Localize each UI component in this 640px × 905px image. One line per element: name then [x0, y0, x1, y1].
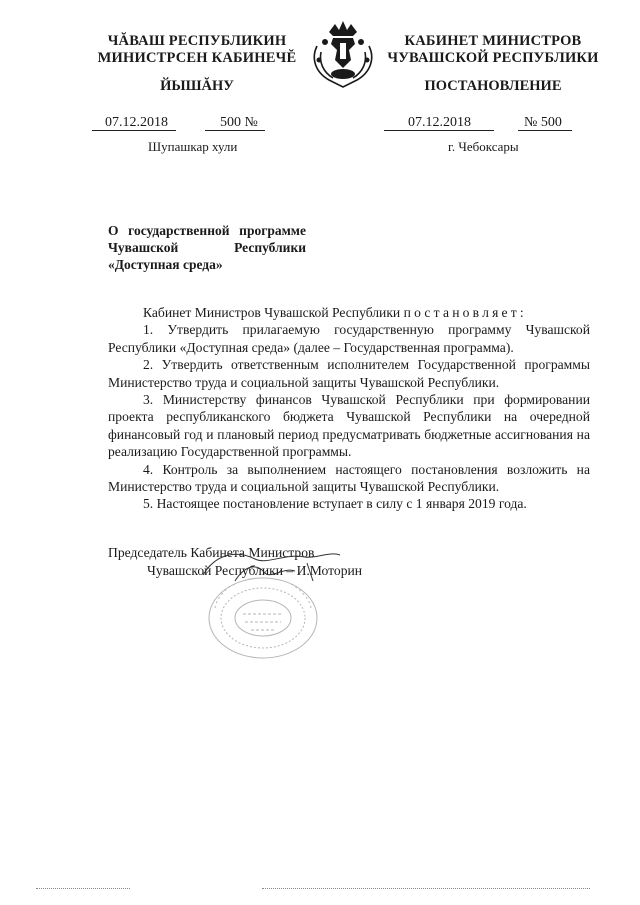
footer-rule-right — [262, 888, 590, 889]
signature-line2: Чувашской Республики – И.Моторин — [147, 563, 363, 578]
chuvash-coat-of-arms-icon — [303, 16, 383, 90]
header-left-line2: МИНИСТРСЕН КАБИНЕЧĔ — [97, 50, 297, 66]
paragraph-4: 4. Контроль за выполнением настоящего постановления возложить на Министерство труда и социальной защиты Чувашской Республики. — [108, 461, 590, 495]
header-right-line2: ЧУВАШСКОЙ РЕСПУБЛИКИ — [387, 50, 599, 66]
signature-org: Чувашской Республики — [147, 563, 283, 578]
header-left-place: Шупашкар хули — [148, 139, 238, 154]
signature-name: И.Моторин — [296, 563, 363, 578]
header-right-number: № 500 — [524, 115, 562, 130]
paragraph-5: 5. Настоящее постановление вступает в силу с 1 января 2019 года. — [143, 496, 527, 512]
paragraph-2: 2. Утвердить ответственным исполнителем Государственной программы Министерство труда и социальной защиты Чувашской Республики. — [108, 357, 590, 390]
document-title: О государственной программе Чувашской Республики «Доступная среда» — [108, 223, 306, 272]
paragraph-1: 1. Утвердить прилагаемую государственную программу Чувашской Республики «Доступная среда» (далее – Государственная программа). — [108, 322, 590, 355]
intro-prefix: Кабинет Министров Чувашской Республики — [143, 305, 401, 320]
header-right-place: г. Чебоксары — [448, 139, 519, 154]
header-right-date: 07.12.2018 — [408, 115, 471, 130]
signature-line1: Председатель Кабинета Министров — [108, 545, 315, 560]
intro-verb: постановляет: — [403, 305, 527, 320]
paragraph-3: 3. Министерству финансов Чувашской Республики при формировании проекта республиканского бюджета Чувашской Республики на очередной финансовый год и плановый период предусматривать бюджетные ассигнования на реализацию Государственной программы. — [108, 392, 590, 460]
intro-paragraph — [108, 304, 590, 321]
header-left-line1: ЧĂВАШ РЕСПУБЛИКИН — [107, 33, 287, 49]
header-left-doc-type: ЙЫШĂНУ — [160, 78, 234, 94]
official-seal-stamp — [203, 568, 323, 660]
header-left-date: 07.12.2018 — [105, 115, 168, 130]
header-right-line1: КАБИНЕТ МИНИСТРОВ — [404, 33, 582, 49]
header-left-org — [92, 33, 302, 67]
header-left-number: 500 № — [220, 115, 258, 130]
footer-rule-left — [36, 888, 130, 889]
document-body — [108, 304, 590, 513]
header-right-org — [384, 33, 602, 67]
header-right-doc-type: ПОСТАНОВЛЕНИЕ — [424, 78, 562, 94]
